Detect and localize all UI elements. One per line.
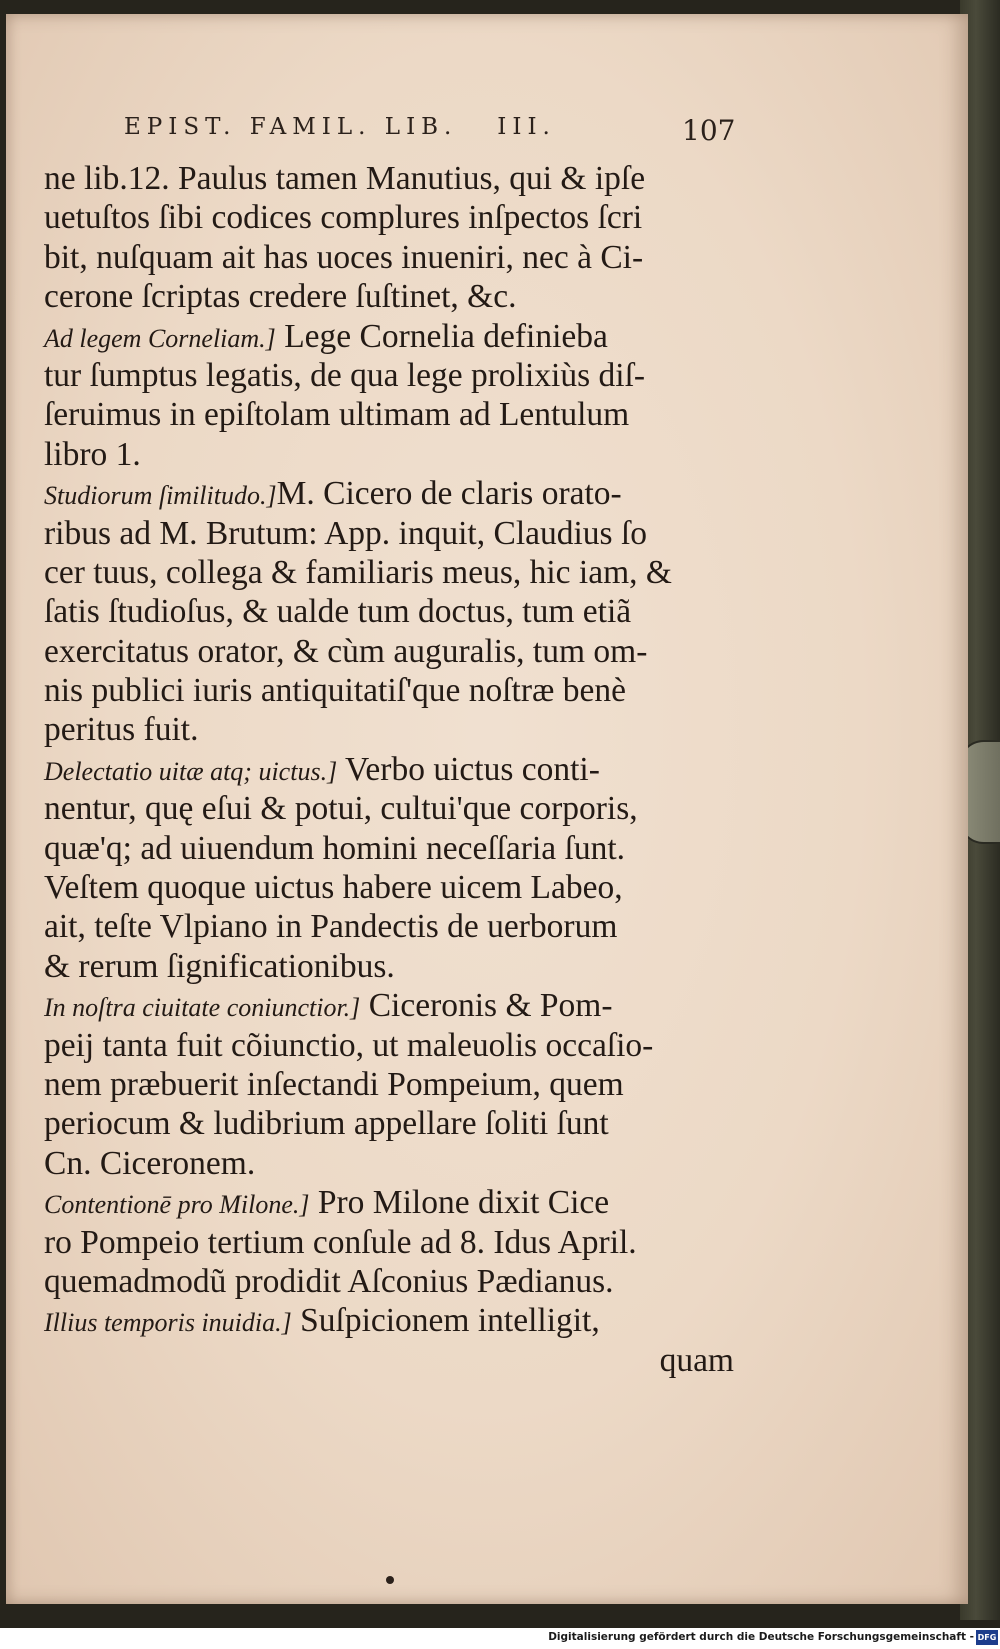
- text-line: [44, 789, 764, 828]
- text-line: [44, 238, 764, 277]
- text-line: [44, 317, 764, 356]
- text-segment: Veſtem quoque uictus habere uicem Labeo,: [44, 869, 623, 907]
- text-line: [44, 907, 764, 946]
- text-segment: quemadmodũ prodidit Aſconius Pædianus.: [44, 1262, 614, 1300]
- text-segment: nem præbuerit inſectandi Pompeium, quem: [44, 1065, 624, 1103]
- text-segment: libro 1.: [44, 435, 141, 473]
- text-segment: periocum & ludibrium appellare ſoliti ſunt: [44, 1105, 609, 1143]
- text-line: [44, 474, 764, 513]
- commentary-text: [44, 159, 764, 1380]
- text-line: [44, 1223, 764, 1262]
- text-segment: ait, teſte Vlpiano in Pandectis de uerborum: [44, 908, 618, 946]
- text-segment: tur ſumptus legatis, de qua lege prolixiùs diſ-: [44, 356, 646, 394]
- text-line: [44, 395, 764, 434]
- text-line: [44, 1026, 764, 1065]
- text-segment: uetuſtos ſibi codices complures inſpectos ſcri: [44, 199, 643, 237]
- text-segment: ſatis ſtudioſus, & ualde tum doctus, tum etiã: [44, 593, 632, 631]
- text-segment: peij tanta fuit cõiunctio, ut maleuolis occaſio-: [44, 1026, 654, 1064]
- text-line: [44, 514, 764, 553]
- book-page: [6, 14, 968, 1604]
- digitization-credit: Digitalisierung gefördert durch die Deutsche Forschungsgemeinschaft -: [548, 1631, 974, 1643]
- text-line: [44, 1262, 764, 1301]
- text-segment: Pro Milone dixit Cice: [309, 1184, 610, 1222]
- text-line: [44, 435, 764, 474]
- text-segment: bit, nuſquam ait has uoces inueniri, nec à Ci-: [44, 238, 644, 276]
- text-line: [44, 198, 764, 237]
- lemma-heading: Illius temporis inuidia.]: [44, 1308, 292, 1338]
- text-line: [44, 632, 764, 671]
- text-segment: Ciceronis & Pom-: [360, 987, 613, 1025]
- text-line: [44, 986, 764, 1025]
- running-title: EPIST. FAMIL. LIB. III.: [124, 114, 556, 140]
- text-segment: exercitatus orator, & cùm auguralis, tum om-: [44, 632, 648, 670]
- text-segment: Lege Cornelia definieba: [275, 317, 608, 355]
- text-line: [44, 592, 764, 631]
- text-segment: Verbo uictus conti-: [337, 750, 600, 788]
- lemma-heading: Ad legem Corneliam.]: [44, 323, 276, 353]
- text-line: [44, 710, 764, 749]
- text-line: [44, 1065, 764, 1104]
- ink-spot: [386, 1576, 394, 1584]
- dfg-logo: DFG: [976, 1630, 998, 1645]
- text-segment: cer tuus, collega & familiaris meus, hic iam, &: [44, 553, 672, 591]
- text-segment: ne lib.12. Paulus tamen Manutius, qui & ipſe: [44, 160, 646, 197]
- text-line: [44, 553, 764, 592]
- text-segment: quæ'q; ad uiuendum homini neceſſaria ſunt.: [44, 829, 625, 867]
- text-line: [44, 947, 764, 986]
- text-segment: ſeruimus in epiſtolam ultimam ad Lentulum: [44, 396, 630, 434]
- text-line: [44, 1301, 764, 1340]
- text-segment: Suſpicionem intelligit,: [291, 1302, 600, 1340]
- text-segment: cerone ſcriptas credere ſuſtinet, &c.: [44, 278, 517, 316]
- text-line: [44, 750, 764, 789]
- text-segment: nentur, quę eſui & potui, cultui'que corporis,: [44, 790, 638, 828]
- text-line: [44, 159, 764, 198]
- text-segment: & rerum ſignificationibus.: [44, 947, 395, 985]
- catchword: quam: [659, 1341, 734, 1379]
- lemma-heading: Delectatio uitæ atq; uictus.]: [44, 756, 338, 786]
- text-line: [44, 671, 764, 710]
- lemma-heading: Contentionē pro Milone.]: [44, 1190, 310, 1220]
- text-line: [44, 1144, 764, 1183]
- text-line: [44, 356, 764, 395]
- lemma-heading: In noſtra ciuitate coniunctior.]: [44, 993, 361, 1023]
- text-segment: ribus ad M. Brutum: App. inquit, Claudius ſo: [44, 514, 648, 552]
- text-line: [44, 829, 764, 868]
- text-segment: ro Pompeio tertium conſule ad 8. Idus April.: [44, 1223, 637, 1261]
- text-line: [44, 277, 764, 316]
- text-segment: Cn. Ciceronem.: [44, 1144, 256, 1182]
- page-number: 107: [682, 114, 736, 147]
- lemma-heading: Studiorum ſimilitudo.]: [44, 481, 277, 511]
- text-segment: peritus fuit.: [44, 711, 199, 749]
- text-line: [44, 1104, 764, 1143]
- text-line: [44, 868, 764, 907]
- text-segment: M. Cicero de claris orato-: [276, 475, 622, 513]
- text-segment: nis publici iuris antiquitatiſ'que noſtræ benè: [44, 672, 626, 710]
- text-line: [44, 1183, 764, 1222]
